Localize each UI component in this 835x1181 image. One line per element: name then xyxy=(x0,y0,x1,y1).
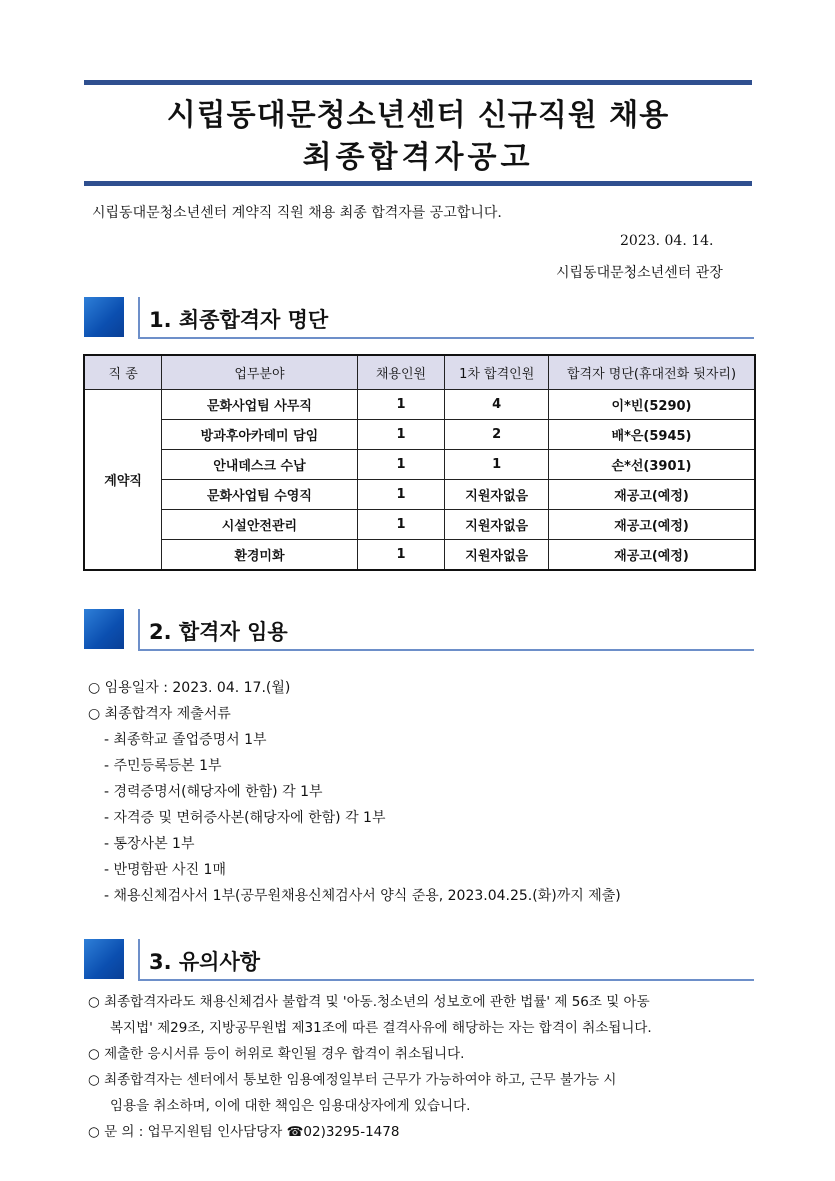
header-job-type: 직 종 xyxy=(84,355,162,390)
section2-divider xyxy=(138,609,140,651)
title-bottom-bar xyxy=(84,181,752,186)
page-title: 시립동대문청소년센터 신규직원 채용 xyxy=(166,98,670,133)
announcement-date: 2023. 04. 14. xyxy=(620,233,714,249)
contact-phone: ☎02)3295-1478 xyxy=(286,1124,400,1140)
contact-line xyxy=(88,1120,399,1140)
field-cell: 문화사업팀 수영직 xyxy=(162,480,357,510)
field-cell: 문화사업팀 사무직 xyxy=(162,390,357,420)
names-cell: 배*은(5945) xyxy=(549,420,755,450)
table-header-row xyxy=(84,355,755,390)
hires-cell: 1 xyxy=(357,510,445,540)
table-row xyxy=(84,480,755,510)
appointment-date: ○ 임용일자 : 2023. 04. 17.(월) xyxy=(88,680,291,696)
table-row xyxy=(84,540,755,571)
section3-underline xyxy=(138,979,754,981)
names-cell: 손*선(3901) xyxy=(549,450,755,480)
table-row xyxy=(84,510,755,540)
note-item: ○ 최종합격자라도 채용신체검사 불합격 및 '아동.청소년의 성보호에 관한 법률' 제 56조 및 아동 xyxy=(88,994,650,1010)
first-pass-cell: 4 xyxy=(445,390,549,420)
table-row xyxy=(84,450,755,480)
header-field: 업무분야 xyxy=(162,355,357,390)
issuer: 시립동대문청소년센터 관장 xyxy=(556,265,723,281)
names-cell: 재공고(예정) xyxy=(549,510,755,540)
intro-text: 시립동대문청소년센터 계약직 직원 채용 최종 합격자를 공고합니다. xyxy=(92,205,502,221)
job-type-cell: 계약직 xyxy=(84,390,162,571)
section1-marker xyxy=(84,297,124,337)
field-cell: 환경미화 xyxy=(162,540,357,571)
first-pass-cell: 2 xyxy=(445,420,549,450)
note-continuation: 복지법' 제29조, 지방공무원법 제31조에 따른 결격사유에 해당하는 자는 합격이 취소됩니다. xyxy=(110,1020,652,1036)
section3-title: 3. 유의사항 xyxy=(149,950,261,974)
hiring-results-table xyxy=(83,354,756,571)
page-subtitle: 최종합격자공고 xyxy=(302,140,534,175)
first-pass-cell: 1 xyxy=(445,450,549,480)
hires-cell: 1 xyxy=(357,480,445,510)
document-item: - 통장사본 1부 xyxy=(104,836,195,852)
note-item: ○ 제출한 응시서류 등이 허위로 확인될 경우 합격이 취소됩니다. xyxy=(88,1046,465,1062)
section3-marker xyxy=(84,939,124,979)
hires-cell: 1 xyxy=(357,390,445,420)
document-item: - 반명함판 사진 1매 xyxy=(104,862,226,878)
note-item: ○ 최종합격자는 센터에서 통보한 임용예정일부터 근무가 가능하여야 하고, 근무 불가능 시 xyxy=(88,1072,617,1088)
field-cell: 안내데스크 수납 xyxy=(162,450,357,480)
section2-marker xyxy=(84,609,124,649)
header-first-pass: 1차 합격인원 xyxy=(445,355,549,390)
first-pass-cell: 지원자없음 xyxy=(445,510,549,540)
header-hires: 채용인원 xyxy=(357,355,445,390)
section1-divider xyxy=(138,297,140,339)
names-cell: 재공고(예정) xyxy=(549,480,755,510)
section1-underline xyxy=(138,337,754,339)
document-item: - 주민등록등본 1부 xyxy=(104,758,222,774)
table-row xyxy=(84,420,755,450)
header-names: 합격자 명단(휴대전화 뒷자리) xyxy=(549,355,755,390)
first-pass-cell: 지원자없음 xyxy=(445,540,549,571)
documents-heading: ○ 최종합격자 제출서류 xyxy=(88,706,231,722)
title-top-bar xyxy=(84,80,752,85)
document-item: - 채용신체검사서 1부(공무원채용신체검사서 양식 준용, 2023.04.25.(화)까지 제출) xyxy=(104,888,621,904)
section1-title: 1. 최종합격자 명단 xyxy=(149,308,329,332)
first-pass-cell: 지원자없음 xyxy=(445,480,549,510)
section3-divider xyxy=(138,939,140,981)
note-continuation: 임용을 취소하며, 이에 대한 책임은 임용대상자에게 있습니다. xyxy=(110,1098,471,1114)
names-cell: 재공고(예정) xyxy=(549,540,755,571)
document-item: - 최종학교 졸업증명서 1부 xyxy=(104,732,267,748)
hires-cell: 1 xyxy=(357,420,445,450)
table-row xyxy=(84,390,755,420)
section2-title: 2. 합격자 임용 xyxy=(149,620,288,644)
contact-label: ○ 문 의 : 업무지원팀 인사담당자 xyxy=(88,1124,287,1140)
names-cell: 이*빈(5290) xyxy=(549,390,755,420)
hires-cell: 1 xyxy=(357,540,445,571)
document-item: - 자격증 및 면허증사본(해당자에 한함) 각 1부 xyxy=(104,810,386,826)
document-item: - 경력증명서(해당자에 한함) 각 1부 xyxy=(104,784,323,800)
section2-underline xyxy=(138,649,754,651)
field-cell: 시설안전관리 xyxy=(162,510,357,540)
hires-cell: 1 xyxy=(357,450,445,480)
field-cell: 방과후아카데미 담임 xyxy=(162,420,357,450)
